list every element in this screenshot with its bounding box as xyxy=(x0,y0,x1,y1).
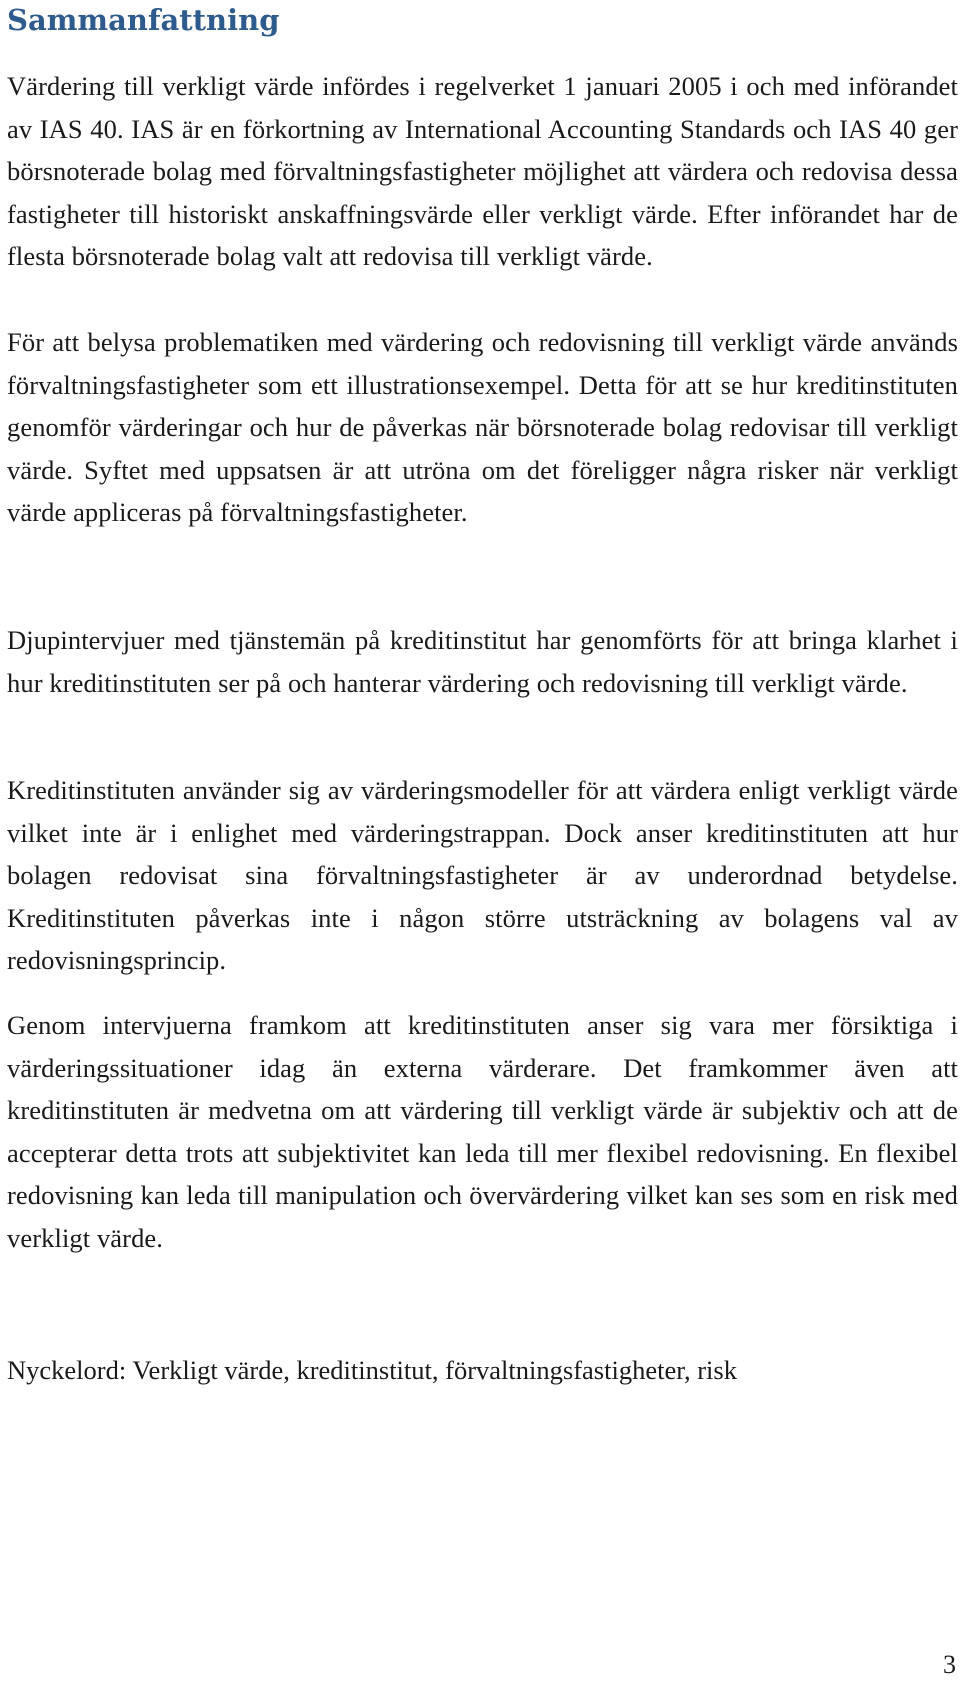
keywords-line: Nyckelord: Verkligt värde, kreditinstitut, förvaltningsfastigheter, risk xyxy=(7,1355,737,1385)
paragraph-intro: Värdering till verkligt värde infördes i regelverket 1 januari 2005 i och med införandet av IAS 40. IAS är en förkortning av International Accounting Standards och IAS 40 ger börsnoterade bolag med förvaltningsfastigheter möjlighet att värdera och redovisa dessa fastigheter till historiskt anskaffningsvärde eller verkligt värde. Efter införandet har de flesta börsnoterade bolag valt att redovisa till verkligt värde. xyxy=(7,71,958,271)
paragraph-purpose: För att belysa problematiken med värdering och redovisning till verkligt värde används förvaltningsfastigheter som ett illustrationsexempel. Detta för att se hur kreditinstituten genomför värderingar och hur de påverkas när börsnoterade bolag redovisar till verkligt värde. Syftet med uppsatsen är att utröna om det föreligger några risker när verkligt värde appliceras på förvaltningsfastigheter. xyxy=(7,327,958,527)
paragraph-findings: Kreditinstituten använder sig av värderingsmodeller för att värdera enligt verkligt värde vilket inte är i enlighet med värderingstrappan. Dock anser kreditinstituten att hur bolagen redovisat sina förvaltningsfastigheter är av underordnad betydelse. Kreditinstituten påverkas inte i någon större utsträckning av bolagens val av redovisningsprincip. xyxy=(7,775,958,975)
paragraph-conclusion: Genom intervjuerna framkom att kreditinstituten anser sig vara mer försiktiga i värderingssituationer idag än externa värderare. Det framkommer även att kreditinstituten är medvetna om att värdering till verkligt värde är subjektiv och att de accepterar detta trots att subjektivitet kan leda till mer flexibel redovisning. En flexibel redovisning kan leda till manipulation och övervärdering vilket kan ses som en risk med verkligt värde. xyxy=(7,1010,958,1253)
page-number: 3 xyxy=(943,1650,956,1679)
paragraph-method: Djupintervjuer med tjänstemän på kreditinstitut har genomförts för att bringa klarhet i hur kreditinstituten ser på och hanterar värdering och redovisning till verkligt värde. xyxy=(7,625,958,698)
section-heading: Sammanfattning xyxy=(7,3,280,37)
